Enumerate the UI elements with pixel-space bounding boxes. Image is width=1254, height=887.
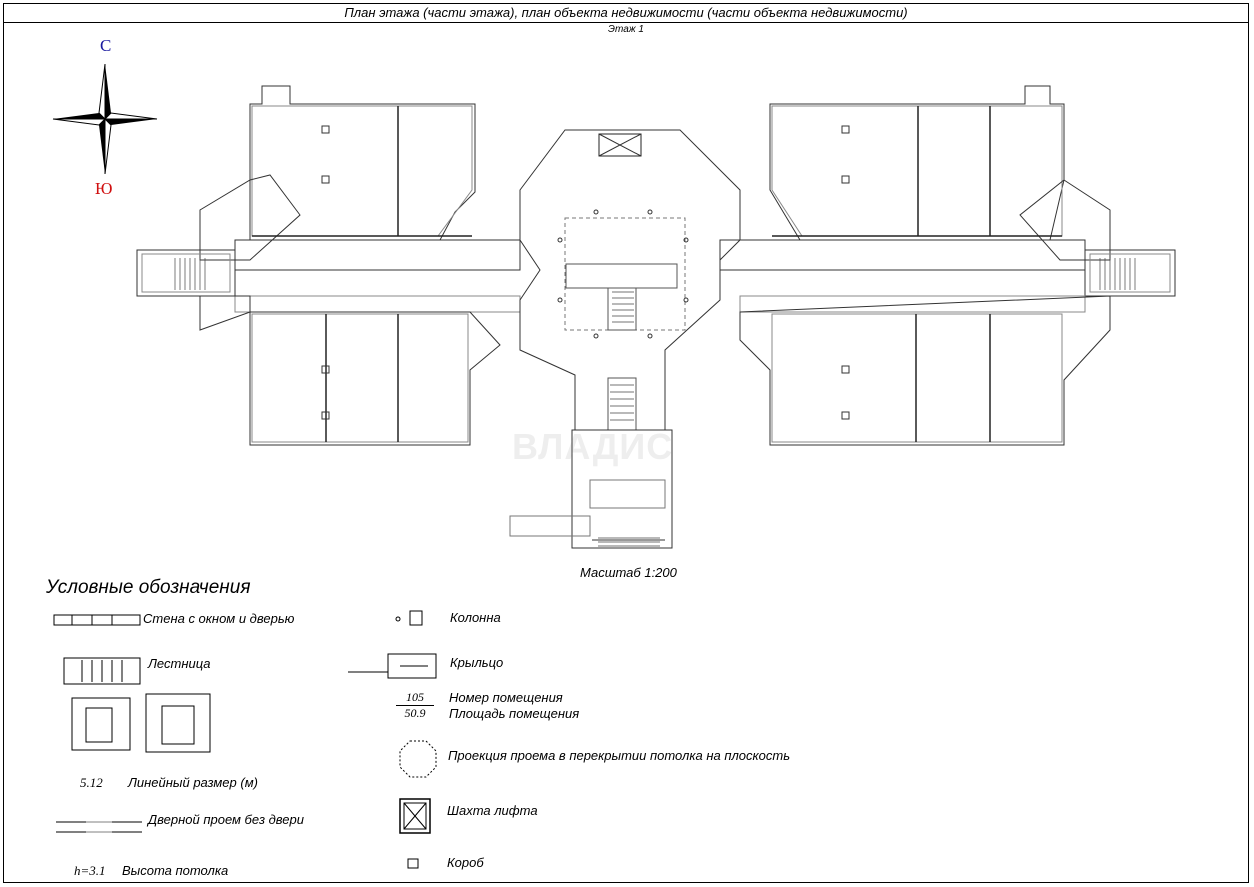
compass-south-label: Ю [95, 179, 113, 198]
porch-symbol-icon [348, 650, 438, 680]
lift-shaft-icon [399, 798, 431, 834]
left-lower-block [200, 296, 500, 445]
right-diagonal-wing [1020, 180, 1110, 260]
left-end-stair [137, 250, 235, 296]
left-upper-block [250, 86, 475, 240]
room-number-symbol [396, 690, 434, 721]
scale-label: Масштаб 1:200 [580, 565, 677, 580]
right-corridor-top [720, 240, 1085, 270]
watermark: ВЛАДИС [512, 426, 674, 467]
opening-projection-icon [398, 739, 438, 779]
legend-stairs-label: Лестница [148, 656, 211, 671]
doorway-symbol-icon [56, 820, 142, 834]
wall-symbol-icon [52, 612, 142, 630]
left-corridor-top [235, 240, 520, 270]
legend-doorway-label: Дверной проем без двери [148, 812, 304, 827]
right-lower-block [740, 296, 1110, 445]
legend-height-value: h=3.1 [74, 863, 106, 878]
legend-lift-label: Шахта лифта [447, 803, 538, 818]
floor-label: Этаж 1 [608, 24, 644, 35]
legend-height-label: Высота потолка [122, 863, 229, 878]
legend-duct-label: Короб [447, 855, 484, 870]
compass-north-label: С [100, 36, 112, 55]
legend-porch-label: Крыльцо [450, 655, 504, 670]
room-number-value: 105 [396, 690, 434, 706]
stairwell-symbol-icon [66, 692, 216, 754]
legend-title: Условные обозначения [46, 577, 251, 598]
legend-room-number-label: Номер помещения [449, 690, 563, 705]
sheet-title: План этажа (части этажа), план объекта недвижимости (части объекта недвижимости) [4, 4, 1248, 23]
legend-wall-label: Стена с окном и дверью [143, 611, 295, 626]
legend-dimension-label: Линейный размер (м) [128, 775, 258, 790]
stairs-symbol-icon [52, 646, 142, 686]
legend-dimension-value: 5.12 [80, 775, 103, 790]
right-upper-block [770, 86, 1064, 240]
room-area-value: 50.9 [404, 706, 426, 720]
duct-symbol-icon [407, 857, 421, 871]
legend-column-label: Колонна [450, 610, 501, 625]
column-symbol-icon [392, 609, 428, 627]
ceiling-opening-projection [565, 218, 685, 330]
legend-opening-label: Проекция проема в перекрытии потолка на плоскость [448, 748, 791, 763]
legend-room-area-label: Площадь помещения [449, 706, 580, 721]
